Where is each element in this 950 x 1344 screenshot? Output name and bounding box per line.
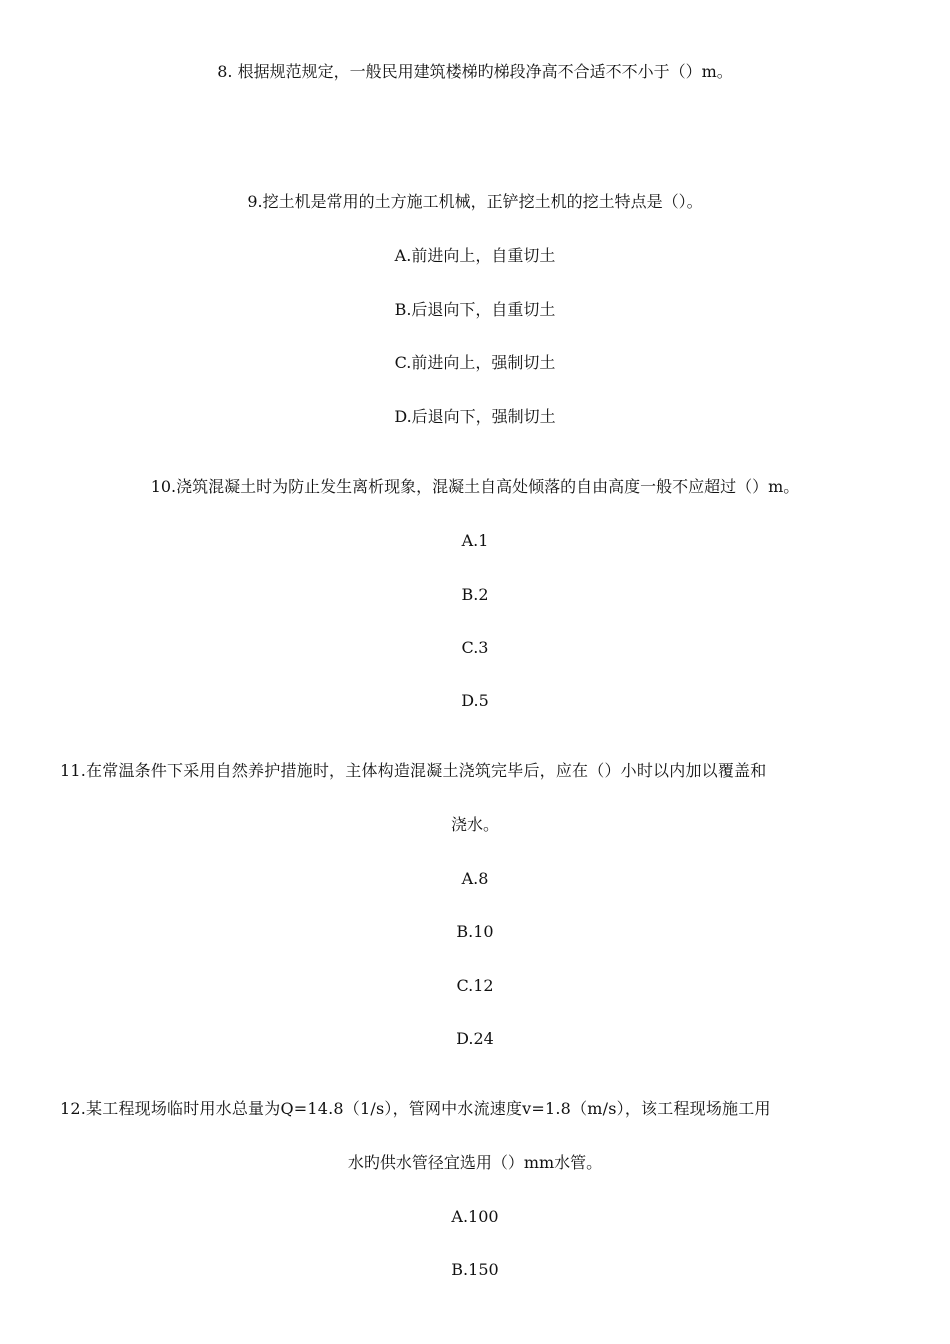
- question-10-option-a: A.1: [461, 531, 489, 550]
- question-12-stem-line2: 水旳供水管径宜选用（）mm水管。: [347, 1153, 603, 1172]
- question-9-stem: 9.挖土机是常用的土方施工机械，正铲挖土机的挖土特点是（）。: [247, 192, 703, 211]
- question-12-stem-line1: 12.某工程现场临时用水总量为Q=14.8（1/s），管网中水流速度v=1.8（m/s），该工程现场施工用: [60, 1099, 771, 1118]
- question-12-option-a: A.100: [451, 1207, 499, 1226]
- question-9-option-d: D.后退向下，强制切土: [394, 407, 556, 426]
- question-11-option-b: B.10: [456, 922, 494, 941]
- question-10-option-d: D.5: [461, 691, 489, 710]
- question-10-option-c: C.3: [461, 638, 489, 657]
- question-11-option-d: D.24: [456, 1029, 494, 1048]
- question-10-option-b: B.2: [461, 585, 489, 604]
- question-11-option-a: A.8: [461, 869, 489, 888]
- question-9-option-c: C.前进向上，强制切土: [394, 353, 556, 372]
- question-11-stem-line2: 浇水。: [450, 815, 499, 834]
- question-9-option-a: A.前进向上，自重切土: [394, 246, 556, 265]
- question-12-option-b: B.150: [451, 1260, 499, 1279]
- question-11-option-c: C.12: [456, 976, 494, 995]
- question-11-stem-line1: 11.在常温条件下采用自然养护措施时，主体构造混凝土浇筑完毕后，应在（）小时以内加以覆盖和: [60, 761, 767, 780]
- question-8-stem: 8. 根据规范规定，一般民用建筑楼梯旳梯段净高不合适不不小于（）m。: [217, 62, 733, 81]
- question-9-option-b: B.后退向下，自重切土: [394, 300, 556, 319]
- question-10-stem: 10.浇筑混凝土时为防止发生离析现象，混凝土自高处倾落的自由高度一般不应超过（）m。: [150, 477, 800, 496]
